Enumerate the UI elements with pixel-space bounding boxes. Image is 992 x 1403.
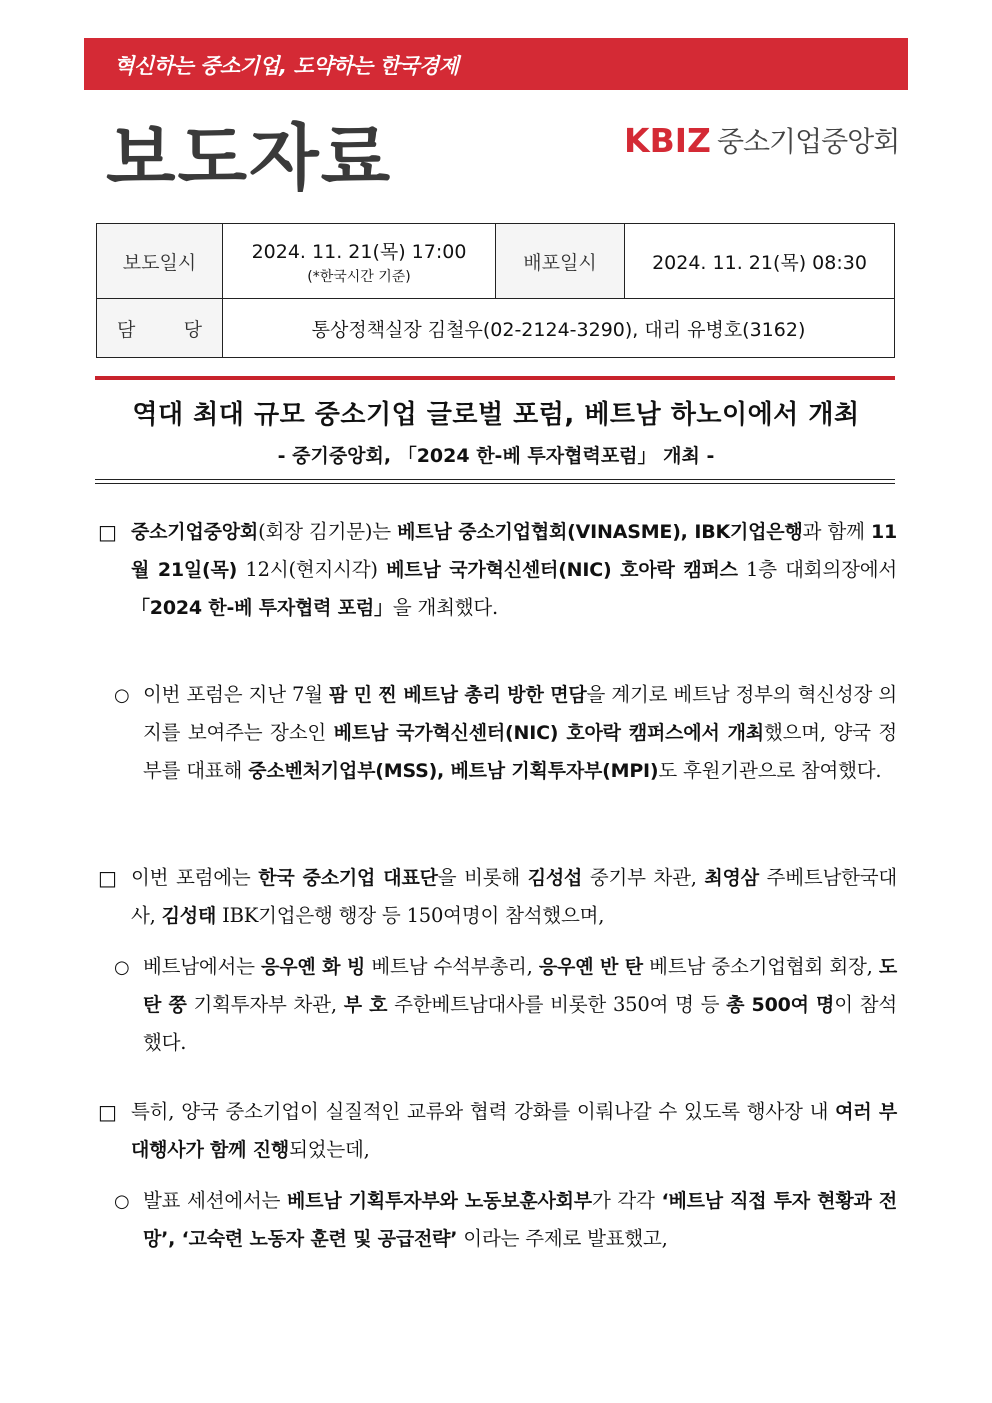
box-bullet: □ xyxy=(98,1100,117,1124)
text-bold: 응우옌 화 빙 xyxy=(261,956,366,978)
contact-value: 통상정책실장 김철우(02-2124-3290), 대리 유병호(3162) xyxy=(223,299,895,358)
text: 되었는데, xyxy=(289,1138,370,1161)
red-divider xyxy=(95,376,895,380)
paragraph-1 xyxy=(131,513,897,627)
paragraph-2a xyxy=(143,948,897,1061)
kbiz-logo xyxy=(624,120,899,160)
double-divider-top xyxy=(95,479,895,480)
release-label: 보도일시 xyxy=(97,224,223,299)
text: 12시(현지시각) xyxy=(237,558,387,581)
slogan-text: 혁신하는 중소기업, 도약하는 한국경제 xyxy=(114,54,459,78)
distribution-value: 2024. 11. 21(목) 08:30 xyxy=(625,224,895,299)
text-bold: 중소벤처기업부(MSS), 베트남 기획투자부(MPI) xyxy=(248,760,659,782)
text-bold: 김성태 xyxy=(161,905,217,927)
text: 을 비롯해 xyxy=(437,866,528,889)
release-value-cell xyxy=(223,224,496,299)
text-bold: 11월 21일(목) xyxy=(131,521,897,581)
circle-bullet: ○ xyxy=(114,957,130,978)
text-bold: 「2024 한-베 투자협력 포럼」 xyxy=(131,597,393,619)
text: 발표 세션에서는 xyxy=(143,1189,288,1212)
text-bold: 여러 부대행사가 함께 진행 xyxy=(131,1101,897,1161)
text: 이번 포럼에는 xyxy=(131,866,259,889)
text: 을 개최했다. xyxy=(392,596,499,619)
text: 도 후원기관으로 참여했다. xyxy=(658,759,882,782)
text-bold: 중소기업중앙회 xyxy=(131,521,259,543)
slogan-banner xyxy=(84,38,908,90)
text-bold: 베트남 국가혁신센터(NIC) 호아락 캠퍼스에서 개최 xyxy=(333,722,764,744)
logo-mark: KBIZ xyxy=(624,120,711,160)
text: 베트남에서는 xyxy=(143,955,262,978)
text: 특히, 양국 중소기업이 실질적인 교류와 협력 강화를 이뤄나갈 수 있도록 행사장 내 xyxy=(131,1100,836,1123)
text: 1층 대회의장에서 xyxy=(737,558,897,581)
text: 주한베트남대사를 비롯한 350여 명 등 xyxy=(387,993,727,1016)
page-title: 보도자료 xyxy=(106,116,393,200)
contact-label: 담 당 xyxy=(97,299,223,358)
paragraph-1a xyxy=(143,676,897,790)
distribution-label: 배포일시 xyxy=(496,224,625,299)
text-bold: 김성섭 xyxy=(527,867,583,889)
text: 기획투자부 차관, xyxy=(186,993,344,1016)
text: 가 각각 xyxy=(591,1189,662,1212)
box-bullet: □ xyxy=(98,866,117,890)
circle-bullet: ○ xyxy=(114,685,130,706)
circle-bullet: ○ xyxy=(114,1191,130,1212)
text: 베트남 수석부총리, xyxy=(365,955,539,978)
text-bold: 베트남 기획투자부와 노동보훈사회부 xyxy=(287,1190,592,1212)
text: IBK기업은행 행장 등 150여명이 참석했으며, xyxy=(216,904,605,927)
release-note: (*한국시간 기준) xyxy=(307,268,411,285)
text: 이번 포럼은 지난 7월 xyxy=(143,683,330,706)
text-bold: 응우옌 반 탄 xyxy=(538,956,643,978)
paragraph-3a xyxy=(143,1182,897,1258)
logo-org-name: 중소기업중앙회 xyxy=(716,125,900,158)
paragraph-2 xyxy=(131,859,897,935)
paragraph-3 xyxy=(131,1093,897,1169)
text: 베트남 중소기업협회 회장, xyxy=(642,955,879,978)
text-bold: 베트남 국가혁신센터(NIC) 호아락 캠퍼스 xyxy=(386,559,738,581)
release-value: 2024. 11. 21(목) 17:00 xyxy=(251,240,467,263)
text-bold: 베트남 중소기업협회(VINASME), IBK기업은행 xyxy=(397,521,803,543)
text: 주베트남한국대사, xyxy=(131,866,898,927)
text-bold: 팜 민 찐 베트남 총리 방한 면담 xyxy=(329,684,587,706)
text: 중기부 차관, xyxy=(582,866,705,889)
box-bullet: □ xyxy=(98,520,117,544)
text-bold: 총 500여 명 xyxy=(726,994,835,1016)
text-bold: 부 호 xyxy=(343,994,388,1016)
text-bold: 최영삼 xyxy=(704,867,759,889)
text-bold: 한국 중소기업 대표단 xyxy=(258,867,438,889)
text: 했으며, 양국 정부를 대표해 xyxy=(143,721,897,782)
text: 을 계기로 베트남 정부의 혁신성장 의지를 보여주는 장소인 xyxy=(143,683,897,744)
double-divider-bottom xyxy=(95,483,895,484)
headline: 역대 최대 규모 중소기업 글로벌 포럼, 베트남 하노이에서 개최 xyxy=(132,400,860,430)
subheadline: - 중기중앙회, 「2024 한-베 투자협력포럼」 개최 - xyxy=(277,445,715,467)
text: 이 참석했다. xyxy=(143,993,898,1054)
release-info-table xyxy=(96,223,895,358)
text-bold: ‘베트남 직접 투자 현황과 전망’, ‘고숙련 노동자 훈련 및 공급전략’ xyxy=(143,1190,897,1250)
text-bold: 도 탄 쭝 xyxy=(143,956,898,1016)
text: (회장 김기문)는 xyxy=(258,520,398,543)
text: 이라는 주제로 발표했고, xyxy=(457,1227,668,1250)
text: 과 함께 xyxy=(802,520,871,543)
